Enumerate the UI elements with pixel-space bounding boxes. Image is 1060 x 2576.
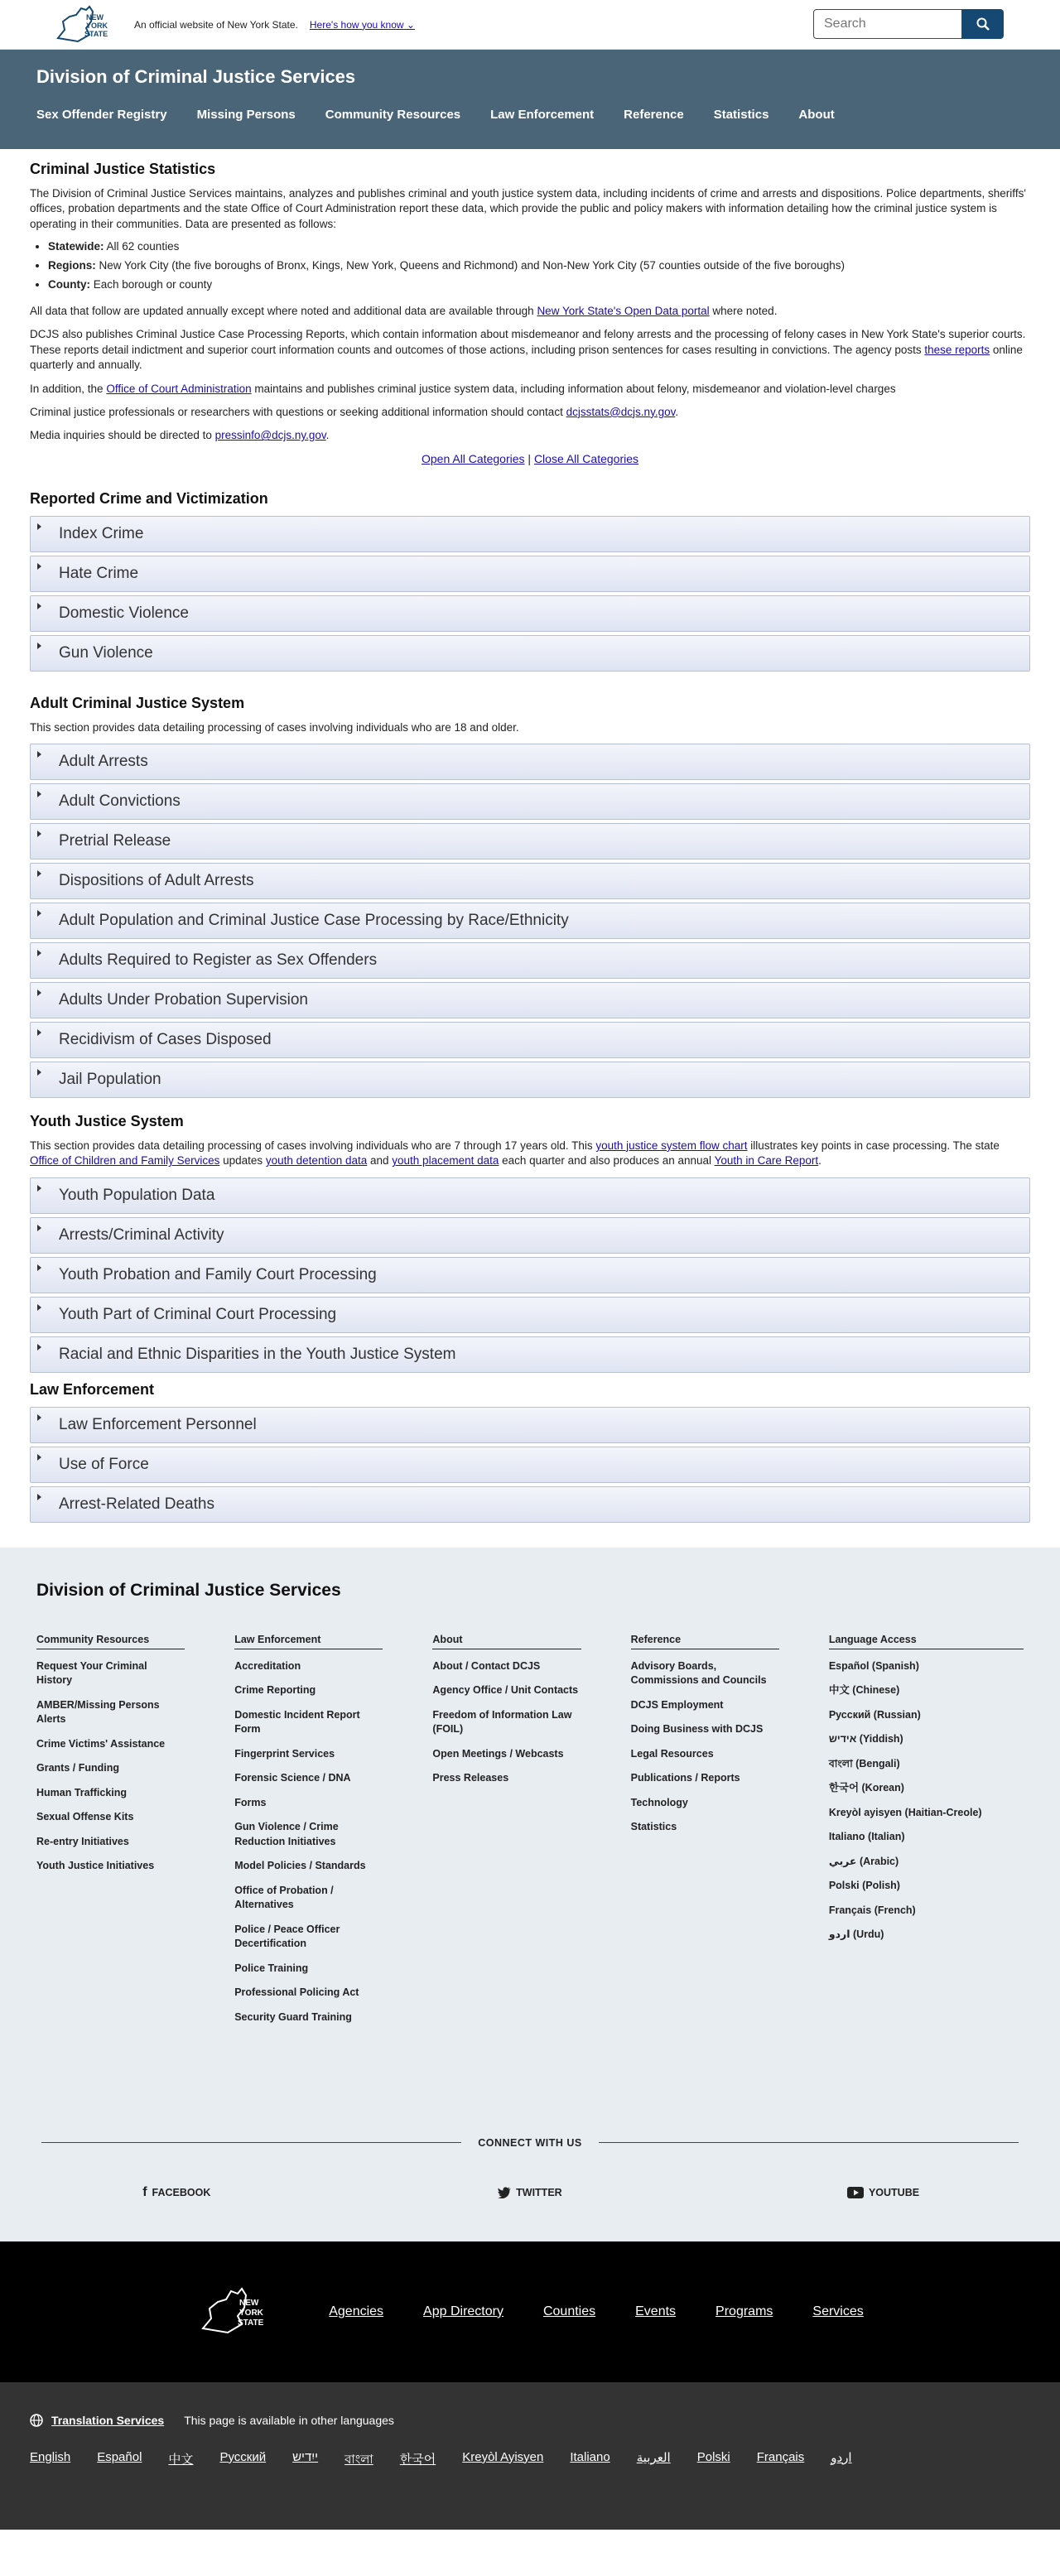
lang-link[interactable]: Kreyòl Ayisyen	[462, 2449, 544, 2464]
agency-nav	[36, 108, 1024, 122]
footer-link[interactable]: عربي (Arabic)	[828, 1855, 899, 1867]
accordion-item[interactable]: Adults Under Probation Supervision	[30, 982, 1030, 1018]
footer-col-about	[432, 1634, 630, 2035]
accordion-item[interactable]: Youth Population Data	[30, 1177, 1030, 1214]
footer-link[interactable]: Forms	[234, 1796, 267, 1808]
divider	[41, 2142, 461, 2143]
list-item: • Regions: New York City (the five boroughs of Bronx, Kings, New York, Queens and Richmond) and Non-New York City (57 counties outside of the five boroughs)	[48, 259, 1030, 272]
footer-link[interactable]: Human Trafficking	[36, 1786, 128, 1798]
footer-heading: Community Resources	[36, 1634, 185, 1649]
footer-link[interactable]: Open Meetings / Webcasts	[432, 1747, 564, 1760]
expand-arrow-icon	[37, 1225, 41, 1231]
section-desc-adult: This section provides data detailing processing of cases involving individuals who are 18 and older.	[30, 720, 519, 734]
footer-link[interactable]: Security Guard Training	[234, 2010, 352, 2023]
footer-heading: About	[432, 1634, 581, 1649]
lang-link[interactable]: English	[30, 2449, 71, 2464]
footer-col-law-enforcement	[234, 1634, 432, 2035]
youth-placement-data-link[interactable]: youth placement data	[392, 1154, 499, 1168]
accordion-item[interactable]: Arrest-Related Deaths	[30, 1486, 1030, 1523]
chevron-down-icon: ⌄	[406, 18, 415, 31]
accordion-item[interactable]: Adult Arrests	[30, 744, 1030, 780]
oca-link[interactable]: Office of Court Administration	[106, 382, 252, 395]
lang-link[interactable]: Italiano	[570, 2449, 610, 2464]
agency-header	[0, 50, 1060, 149]
section-desc-youth: This section provides data detailing processing of cases involving individuals who are 7 through 17 years old. This youth justice system flow chart illustrates key points in case processing. The state Office of Children and Family Services updates youth detention data and youth placement data each quarter and also produces an annual Youth in Care Report.	[30, 1139, 1000, 1168]
lang-link[interactable]: العربية	[636, 2450, 671, 2465]
footer-link[interactable]: Professional Policing Act	[234, 1986, 359, 1999]
footer-heading: Language Access	[829, 1634, 1024, 1649]
footer-link[interactable]: Crime Victims' Assistance	[36, 1737, 166, 1750]
globe-icon	[30, 2414, 43, 2427]
dcjsstats-email-link[interactable]: dcjsstats@dcjs.ny.gov	[566, 405, 676, 418]
accordion-law-enforcement	[30, 1407, 1030, 1523]
youth-flow-chart-link[interactable]: youth justice system flow chart	[595, 1139, 748, 1152]
footer-link[interactable]: Gun Violence / Crime Reduction Initiatives	[234, 1821, 339, 1847]
accordion-item[interactable]: Arrests/Criminal Activity	[30, 1217, 1030, 1254]
footer-link[interactable]: Model Policies / Standards	[234, 1860, 366, 1872]
footer-link[interactable]: Sexual Offense Kits	[36, 1811, 134, 1823]
accordion-adult	[30, 744, 1030, 1098]
global-link-agencies[interactable]: Agencies	[329, 2304, 384, 2318]
page-title: Criminal Justice Statistics	[30, 161, 216, 177]
svg-text:NEW: NEW	[239, 2298, 259, 2308]
footer-link[interactable]: বাংলা (Bengali)	[828, 1757, 900, 1769]
accordion-item[interactable]: Domestic Violence	[30, 595, 1030, 632]
agency-footer	[0, 1548, 1060, 2241]
expand-arrow-icon	[37, 643, 41, 649]
footer-heading: Reference	[631, 1634, 779, 1649]
lang-link[interactable]: Русский	[219, 2449, 267, 2464]
open-all-categories-link[interactable]: Open All Categories	[421, 451, 525, 465]
section-title-law-enforcement: Law Enforcement	[30, 1380, 155, 1398]
footer-link[interactable]: Press Releases	[432, 1772, 509, 1784]
main-content	[0, 161, 1060, 1523]
youtube-icon	[847, 2187, 864, 2198]
footer-link[interactable]: Forensic Science / DNA	[234, 1772, 351, 1784]
expand-arrow-icon	[37, 989, 41, 996]
global-link-events[interactable]: Events	[635, 2304, 677, 2318]
footer-link[interactable]: Statistics	[630, 1821, 677, 1833]
accordion-item[interactable]: Use of Force	[30, 1447, 1030, 1483]
nys-logo[interactable]	[53, 5, 119, 45]
footer-link[interactable]: 中文 (Chinese)	[828, 1684, 900, 1697]
accordion-item[interactable]: Gun Violence	[30, 635, 1030, 672]
expand-arrow-icon	[37, 1069, 41, 1076]
footer-link[interactable]: DCJS Employment	[630, 1698, 724, 1711]
accordion-item[interactable]: Adult Population and Criminal Justice Case Processing by Race/Ethnicity	[30, 903, 1030, 939]
expand-arrow-icon	[37, 1264, 41, 1271]
accordion-item[interactable]: Racial and Ethnic Disparities in the Youth Justice System	[30, 1336, 1030, 1373]
footer-link[interactable]: اردو (Urdu)	[828, 1928, 884, 1941]
accordion-item[interactable]: Adult Convictions	[30, 783, 1030, 820]
footer-link[interactable]: Italiano (Italian)	[828, 1831, 905, 1843]
lang-link[interactable]: বাংলা	[344, 2452, 373, 2467]
nav-reference[interactable]: Reference	[624, 108, 684, 122]
footer-link[interactable]: Legal Resources	[630, 1747, 714, 1760]
footer-link[interactable]: Русский (Russian)	[828, 1708, 921, 1721]
heres-how-you-know-link[interactable]: Here's how you know ⌄	[309, 18, 415, 31]
youth-detention-data-link[interactable]: youth detention data	[265, 1154, 368, 1168]
expand-arrow-icon	[37, 1304, 41, 1311]
nav-sex-offender-registry[interactable]: Sex Offender Registry	[36, 108, 167, 122]
global-link-app-directory[interactable]: App Directory	[423, 2304, 504, 2318]
footer-link[interactable]: Kreyòl ayisyen (Haitian-Creole)	[828, 1806, 982, 1818]
svg-text:STATE: STATE	[238, 2318, 264, 2328]
divider	[599, 2142, 1019, 2143]
footer-link[interactable]: Request Your Criminal History	[36, 1659, 147, 1687]
footer-link[interactable]: 한국어 (Korean)	[828, 1782, 904, 1794]
lang-link[interactable]: Español	[97, 2449, 142, 2464]
expand-arrow-icon	[37, 1454, 41, 1461]
footer-link[interactable]: Publications / Reports	[630, 1772, 740, 1784]
facebook-link[interactable]: f FACEBOOK	[142, 2184, 211, 2199]
footer-link[interactable]: Re-entry Initiatives	[36, 1835, 129, 1847]
footer-link[interactable]: Domestic Incident Report Form	[234, 1708, 360, 1736]
media-paragraph: Media inquiries should be directed to pressinfo@dcjs.ny.gov.	[30, 429, 330, 442]
intro-paragraph: The Division of Criminal Justice Services maintains, analyzes and publishes criminal and youth justice system data, including incidents of crime and arrests and dispositions. Police departments, sheriffs' offices, probation departments and the state Office of Court Administration report these data, which provide the public and policy makers with information detailing how the criminal justice system is operating in their communities. Data are presented as follows:	[30, 187, 1026, 230]
open-data-portal-link[interactable]: New York State's Open Data portal	[537, 305, 710, 318]
footer-link[interactable]: Police / Peace Officer Decertification	[234, 1923, 340, 1950]
footer-col-community-resources	[36, 1634, 234, 2035]
section-title-crime: Reported Crime and Victimization	[30, 489, 268, 507]
expand-arrow-icon	[37, 1344, 41, 1351]
lang-link[interactable]: Polski	[696, 2449, 730, 2464]
footer-link[interactable]: Doing Business with DCJS	[630, 1723, 764, 1736]
svg-text:YORK: YORK	[86, 21, 108, 30]
footer-link[interactable]: Fingerprint Services	[234, 1747, 335, 1760]
translation-note: This page is available in other languages	[184, 2413, 394, 2427]
twitter-icon	[498, 2187, 511, 2198]
global-footer	[0, 2241, 1060, 2382]
pressinfo-email-link[interactable]: pressinfo@dcjs.ny.gov	[214, 429, 326, 442]
twitter-link[interactable]: TWITTER	[354, 2185, 707, 2200]
accordion-item[interactable]: Recidivism of Cases Disposed	[30, 1022, 1030, 1058]
list-item: • County: Each borough or county	[48, 278, 1030, 291]
nav-missing-persons[interactable]: Missing Persons	[196, 108, 296, 122]
footer-link[interactable]: Office of Probation / Alternatives	[234, 1884, 334, 1911]
nys-logo-white[interactable]	[196, 2287, 279, 2337]
expand-arrow-icon	[37, 603, 41, 609]
footer-title: Division of Criminal Justice Services	[36, 1580, 341, 1600]
global-link-programs[interactable]: Programs	[716, 2304, 773, 2318]
data-levels-list	[48, 240, 1030, 291]
facebook-icon: f	[142, 2184, 147, 2199]
accordion-item[interactable]: Youth Part of Criminal Court Processing	[30, 1297, 1030, 1333]
lang-link[interactable]: 中文	[168, 2452, 194, 2467]
lang-link[interactable]: 한국어	[399, 2452, 436, 2467]
lang-link[interactable]: اردو	[831, 2450, 852, 2465]
footer-link[interactable]: Español (Spanish)	[828, 1659, 919, 1672]
footer-link[interactable]: אידיש (Yiddish)	[828, 1733, 903, 1745]
contact-paragraph: Criminal justice professionals or researchers with questions or seeking additional information should contact dcjsstats@dcjs.ny.gov.	[30, 405, 679, 418]
footer-link[interactable]: Crime Reporting	[234, 1684, 316, 1697]
svg-text:STATE: STATE	[84, 29, 108, 38]
lang-link[interactable]: Français	[756, 2449, 805, 2464]
close-all-categories-link[interactable]: Close All Categories	[533, 451, 638, 465]
footer-link[interactable]: Technology	[630, 1796, 688, 1808]
search-button[interactable]	[962, 9, 1004, 39]
language-links	[30, 2450, 1030, 2471]
accordion-crime	[30, 516, 1030, 672]
accordion-item[interactable]: Youth Probation and Family Court Processing	[30, 1257, 1030, 1293]
expand-arrow-icon	[37, 831, 41, 837]
oca-paragraph: In addition, the Office of Court Administration maintains and publishes criminal justice system data, including information about felony, misdemeanor and violation-level charges	[30, 382, 896, 395]
global-link-services[interactable]: Services	[812, 2304, 864, 2318]
expand-arrow-icon	[37, 791, 41, 797]
svg-text:NEW: NEW	[86, 12, 104, 22]
footer-link[interactable]: Agency Office / Unit Contacts	[432, 1684, 579, 1697]
translation-bar	[0, 2382, 1060, 2530]
footer-col-language-access	[829, 1634, 1024, 2035]
connect-heading: CONNECT WITH US	[478, 2136, 582, 2149]
translation-services-link[interactable]: Translation Services	[51, 2413, 165, 2427]
footer-link[interactable]: Police Training	[234, 1962, 309, 1974]
accordion-item[interactable]: Dispositions of Adult Arrests	[30, 863, 1030, 899]
open-close-controls: Open All Categories | Close All Categories	[421, 451, 638, 465]
nav-community-resources[interactable]: Community Resources	[325, 108, 461, 122]
open-data-paragraph: All data that follow are updated annually except where noted and additional data are available through New York State's Open Data portal where noted.	[30, 305, 778, 318]
connect-with-us	[41, 2137, 1019, 2149]
expand-arrow-icon	[37, 1414, 41, 1421]
agency-title[interactable]: Division of Criminal Justice Services	[36, 66, 356, 87]
expand-arrow-icon	[37, 910, 41, 917]
footer-link[interactable]: Youth Justice Initiatives	[36, 1860, 155, 1872]
nav-law-enforcement[interactable]: Law Enforcement	[490, 108, 595, 122]
nav-about[interactable]: About	[798, 108, 835, 122]
expand-arrow-icon	[37, 1494, 41, 1500]
list-item: • Statewide: All 62 counties	[48, 240, 1030, 253]
expand-arrow-icon	[37, 950, 41, 956]
expand-arrow-icon	[37, 870, 41, 877]
section-title-adult: Adult Criminal Justice System	[30, 694, 245, 711]
footer-link[interactable]: Advisory Boards, Commissions and Councils	[630, 1659, 767, 1687]
youtube-link[interactable]: YOUTUBE	[706, 2185, 1060, 2200]
expand-arrow-icon	[37, 563, 41, 570]
accordion-item[interactable]: Pretrial Release	[30, 823, 1030, 859]
footer-link[interactable]: Français (French)	[828, 1904, 916, 1916]
accordion-item[interactable]: Jail Population	[30, 1062, 1030, 1098]
accordion-item[interactable]: Hate Crime	[30, 556, 1030, 592]
nav-statistics[interactable]: Statistics	[713, 108, 769, 122]
accordion-item[interactable]: Law Enforcement Personnel	[30, 1407, 1030, 1443]
accordion-youth	[30, 1177, 1030, 1373]
nys-universal-header	[0, 0, 1060, 50]
expand-arrow-icon	[37, 523, 41, 530]
footer-link[interactable]: About / Contact DCJS	[432, 1659, 541, 1672]
official-website-text: An official website of New York State.	[134, 18, 298, 31]
footer-col-reference	[631, 1634, 829, 2035]
search-icon	[976, 17, 990, 31]
case-processing-paragraph: DCJS also publishes Criminal Justice Case Processing Reports, which contain information about misdemeanor and felony arrests and the processing of felony cases in New York State's superior courts. These reports detail indictment and superior court information counts and outcomes of those actions, including prison sentences for cases resulting in convictions. The agency posts these reports online quarterly and annually.	[30, 328, 1026, 372]
ocfs-link[interactable]: Office of Children and Family Services	[30, 1154, 220, 1168]
expand-arrow-icon	[37, 1185, 41, 1192]
youth-in-care-report-link[interactable]: Youth in Care Report	[714, 1154, 819, 1168]
footer-link[interactable]: Freedom of Information Law (FOIL)	[432, 1708, 572, 1736]
footer-heading: Law Enforcement	[234, 1634, 383, 1649]
site-search	[813, 9, 1004, 39]
search-input[interactable]	[813, 9, 962, 39]
expand-arrow-icon	[37, 751, 41, 758]
footer-link[interactable]: Polski (Polish)	[828, 1880, 900, 1892]
svg-text:YORK: YORK	[239, 2308, 264, 2318]
accordion-item[interactable]: Index Crime	[30, 516, 1030, 552]
global-link-counties[interactable]: Counties	[542, 2304, 596, 2318]
footer-link[interactable]: AMBER/Missing Persons Alerts	[36, 1698, 160, 1726]
expand-arrow-icon	[37, 1029, 41, 1036]
lang-link[interactable]: ייִדיש	[292, 2449, 319, 2464]
section-title-youth: Youth Justice System	[30, 1112, 184, 1129]
these-reports-link[interactable]: these reports	[924, 343, 990, 356]
social-links	[0, 2185, 1060, 2200]
accordion-item[interactable]: Adults Required to Register as Sex Offenders	[30, 942, 1030, 979]
translation-header	[30, 2414, 1030, 2427]
footer-link[interactable]: Grants / Funding	[36, 1762, 119, 1774]
footer-columns	[36, 1634, 1024, 2035]
footer-link[interactable]: Accreditation	[234, 1659, 301, 1672]
